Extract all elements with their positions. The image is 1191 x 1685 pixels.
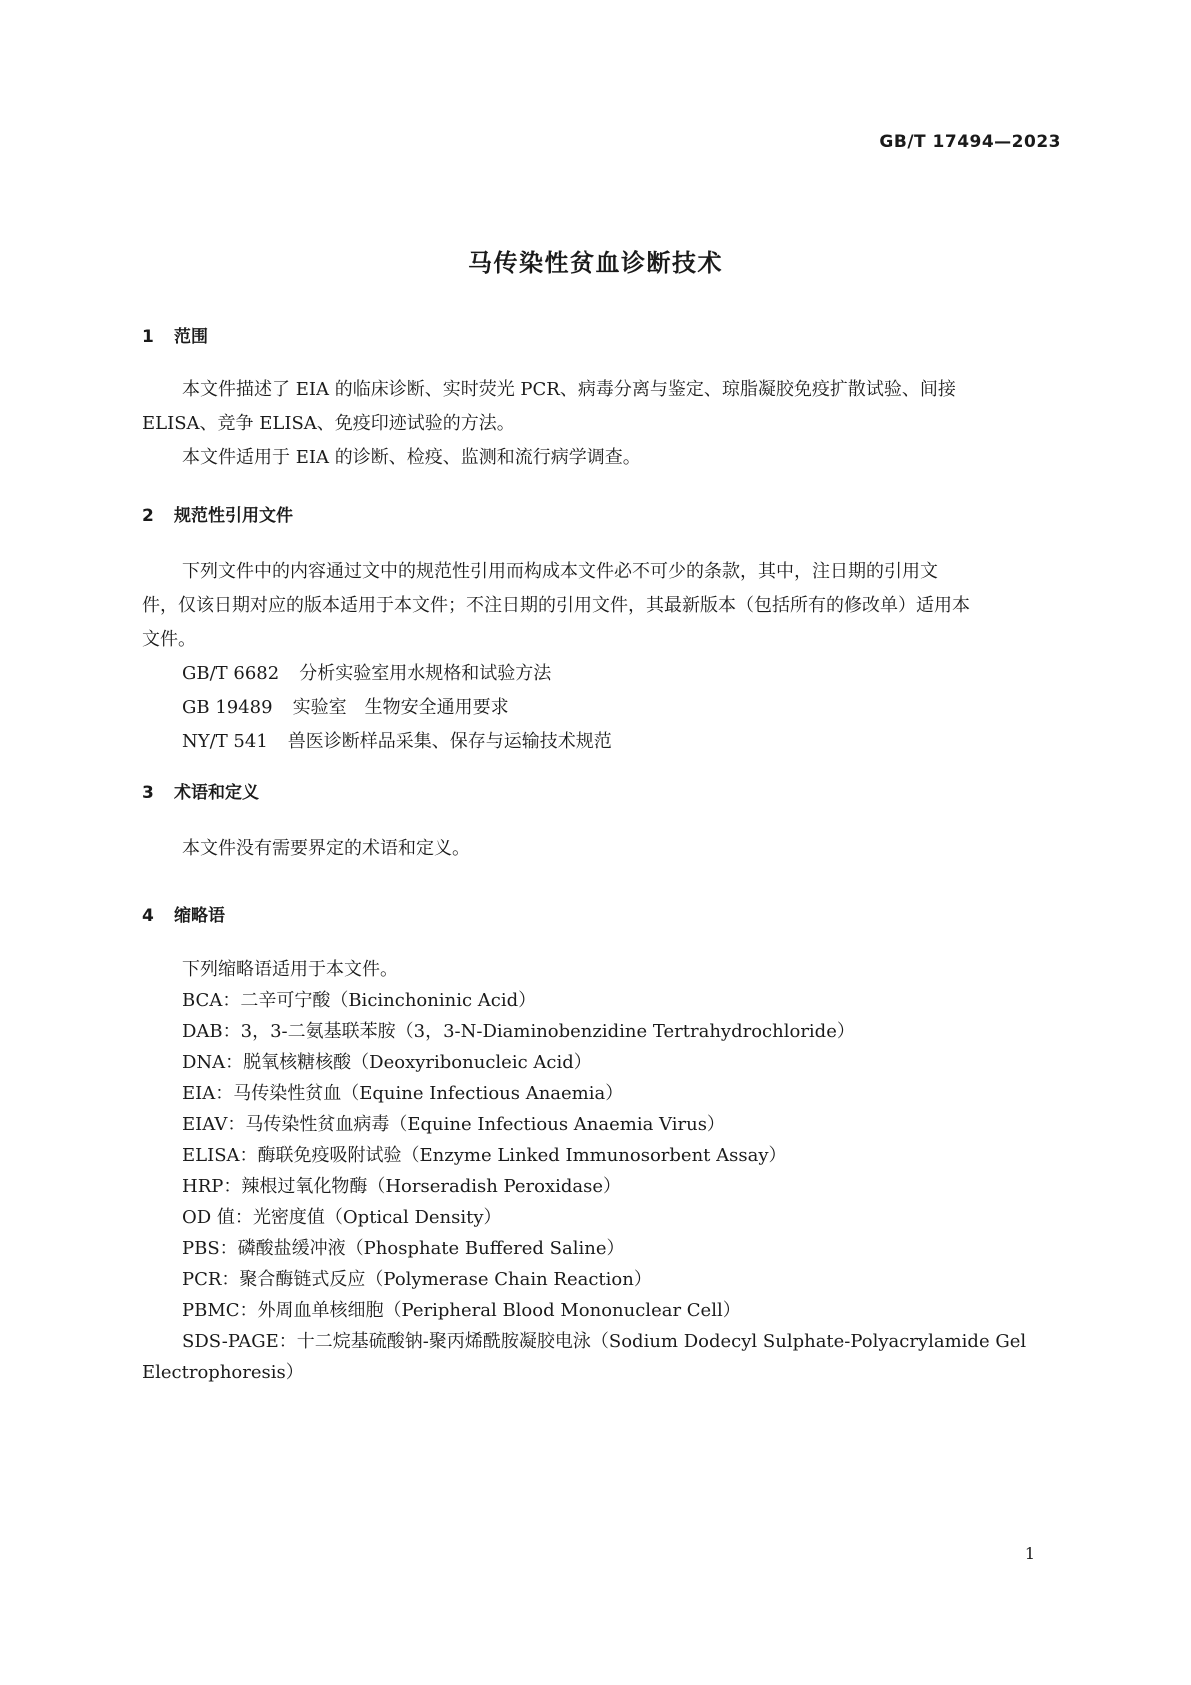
section-number: 1 (142, 327, 154, 347)
section-3-body (142, 832, 1060, 866)
reference-item (142, 691, 1060, 725)
paragraph-line: 本文件适用于 EIA 的诊断、检疫、监测和流行病学调查。 (182, 447, 641, 468)
reference-name: 实验室 生物安全通用要求 (292, 697, 509, 718)
section-2-body (142, 555, 1060, 759)
abbreviation-item: OD 值：光密度值（Optical Density） (182, 1207, 502, 1228)
section-1-body (142, 373, 1060, 475)
abbreviation-item: HRP：辣根过氧化物酶（Horseradish Peroxidase） (182, 1176, 622, 1197)
reference-item (142, 657, 1060, 691)
reference-code: NY/T 541 (182, 731, 268, 752)
paragraph-line: ELISA、竞争 ELISA、免疫印迹试验的方法。 (142, 413, 515, 434)
abbreviation-item: PBMC：外周血单核细胞（Peripheral Blood Mononuclear Cell） (182, 1300, 741, 1321)
paragraph-line: 文件。 (142, 629, 196, 650)
page-number: 1 (1024, 1544, 1035, 1563)
section-2-heading (142, 501, 293, 526)
paragraph-line: 本文件没有需要界定的术语和定义。 (182, 838, 470, 859)
section-1-heading (142, 322, 208, 347)
reference-name: 兽医诊断样品采集、保存与运输技术规范 (287, 731, 612, 752)
paragraph-line: 下列缩略语适用于本文件。 (182, 959, 398, 980)
abbreviation-item: EIAV：马传染性贫血病毒（Equine Infectious Anaemia Virus） (182, 1114, 725, 1135)
abbreviation-item: SDS-PAGE：十二烷基硫酸钠-聚丙烯酰胺凝胶电泳（Sodium Dodecyl Sulphate-Polyacrylamide Gel (182, 1331, 1027, 1352)
abbreviation-item: DAB：3，3-二氨基联苯胺（3，3-N-Diaminobenzidine Tertrahydrochloride） (182, 1021, 855, 1042)
section-title: 范围 (174, 327, 208, 347)
section-4-body (142, 954, 1060, 1388)
document-title: 马传染性贫血诊断技术 (468, 249, 723, 277)
section-title: 缩略语 (174, 906, 225, 926)
section-4-heading (142, 901, 225, 926)
section-title: 术语和定义 (174, 783, 259, 803)
abbreviation-item: PCR：聚合酶链式反应（Polymerase Chain Reaction） (182, 1269, 652, 1290)
reference-name: 分析实验室用水规格和试验方法 (299, 663, 552, 684)
paragraph-line: 件，仅该日期对应的版本适用于本文件；不注日期的引用文件，其最新版本（包括所有的修改单）适用本 (142, 595, 970, 616)
reference-code: GB/T 6682 (182, 663, 280, 684)
abbreviation-item-continuation: Electrophoresis） (142, 1362, 304, 1383)
abbreviation-item: ELISA：酶联免疫吸附试验（Enzyme Linked Immunosorbent Assay） (182, 1145, 787, 1166)
section-number: 2 (142, 506, 154, 526)
standard-code: GB/T 17494—2023 (879, 132, 1061, 152)
section-title: 规范性引用文件 (174, 506, 293, 526)
abbreviation-item: PBS：磷酸盐缓冲液（Phosphate Buffered Saline） (182, 1238, 625, 1259)
paragraph-line: 本文件描述了 EIA 的临床诊断、实时荧光 PCR、病毒分离与鉴定、琼脂凝胶免疫扩散试验、间接 (182, 379, 956, 400)
abbreviation-item: DNA：脱氧核糖核酸（Deoxyribonucleic Acid） (182, 1052, 592, 1073)
reference-code: GB 19489 (182, 697, 273, 718)
abbreviation-item: EIA：马传染性贫血（Equine Infectious Anaemia） (182, 1083, 624, 1104)
reference-item (142, 725, 1060, 759)
section-number: 3 (142, 783, 154, 803)
abbreviation-item: BCA：二辛可宁酸（Bicinchoninic Acid） (182, 990, 537, 1011)
section-3-heading (142, 778, 259, 803)
section-number: 4 (142, 906, 154, 926)
paragraph-line: 下列文件中的内容通过文中的规范性引用而构成本文件必不可少的条款，其中，注日期的引用文 (182, 561, 938, 582)
